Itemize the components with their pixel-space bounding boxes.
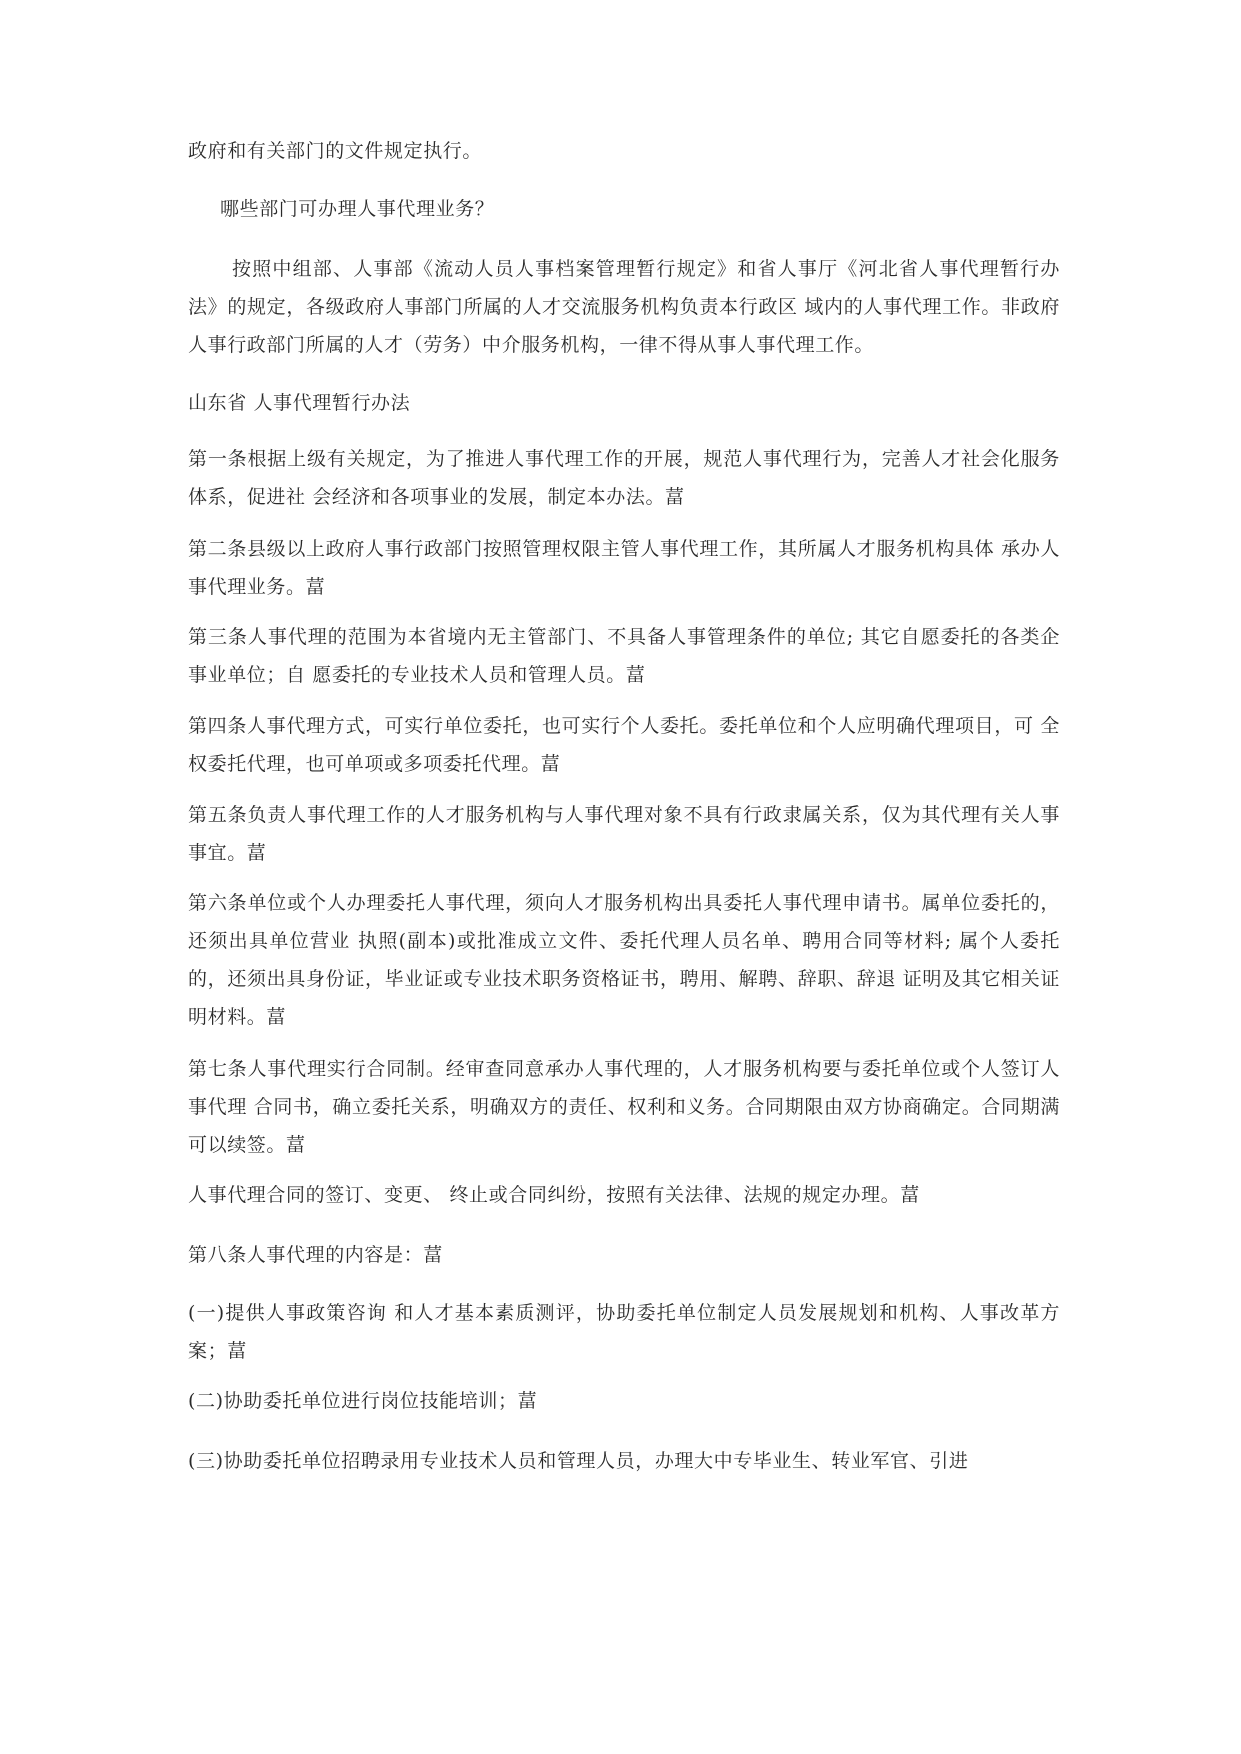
- article-8-item-2: (二)协助委托单位进行岗位技能培训；葍: [188, 1390, 538, 1412]
- document-title: 山东省 人事代理暂行办法: [188, 392, 411, 414]
- article-8-item-1: (一)提供人事政策咨询 和人才基本素质测评，协助委托单位制定人员发展规划和机构、人事改革方案；葍: [188, 1302, 1060, 1362]
- section-question: 哪些部门可办理人事代理业务？: [220, 198, 495, 220]
- paragraph-continuation: 政府和有关部门的文件规定执行。: [188, 140, 483, 162]
- article-7-continued: 人事代理合同的签订、变更、 终止或合同纠纷，按照有关法律、法规的规定办理。葍: [188, 1184, 920, 1206]
- paragraph-answer: 按照中组部、人事部《流动人员人事档案管理暂行规定》和省人事厅《河北省人事代理暂行办法》的规定，各级政府人事部门所属的人才交流服务机构负责本行政区 域内的人事代理工作。非政府人事行政部门所属的人才（劳务）中介服务机构，一律不得从事人事代理工作。: [188, 258, 1060, 356]
- article-4: 第四条人事代理方式，可实行单位委托，也可实行个人委托。委托单位和个人应明确代理项目，可 全权委托代理，也可单项或多项委托代理。葍: [188, 715, 1060, 775]
- article-2: 第二条县级以上政府人事行政部门按照管理权限主管人事代理工作，其所属人才服务机构具体 承办人事代理业务。葍: [188, 538, 1060, 598]
- article-5: 第五条负责人事代理工作的人才服务机构与人事代理对象不具有行政隶属关系，仅为其代理有关人事事宜。葍: [188, 804, 1060, 864]
- article-3: 第三条人事代理的范围为本省境内无主管部门、不具备人事管理条件的单位; 其它自愿委托的各类企事业单位；自 愿委托的专业技术人员和管理人员。葍: [188, 626, 1060, 686]
- article-8: 第八条人事代理的内容是：葍: [188, 1244, 443, 1266]
- article-8-item-3: (三)协助委托单位招聘录用专业技术人员和管理人员，办理大中专毕业生、转业军官、引进: [188, 1450, 969, 1472]
- article-1: 第一条根据上级有关规定，为了推进人事代理工作的开展，规范人事代理行为，完善人才社会化服务体系，促进社 会经济和各项事业的发展，制定本办法。葍: [188, 448, 1060, 508]
- article-7: 第七条人事代理实行合同制。经审查同意承办人事代理的，人才服务机构要与委托单位或个人签订人事代理 合同书，确立委托关系，明确双方的责任、权利和义务。合同期限由双方协商确定。合同期满可以续签。葍: [188, 1058, 1060, 1156]
- article-6: 第六条单位或个人办理委托人事代理，须向人才服务机构出具委托人事代理申请书。属单位委托的，还须出具单位营业 执照(副本)或批准成立文件、委托代理人员名单、聘用合同等材料; 属个人委托的，还须出具身份证，毕业证或专业技术职务资格证书，聘用、解聘、辞职、辞退 证明及其它相关证明材料。葍: [188, 892, 1060, 1028]
- document-body: [188, 0, 1060, 1754]
